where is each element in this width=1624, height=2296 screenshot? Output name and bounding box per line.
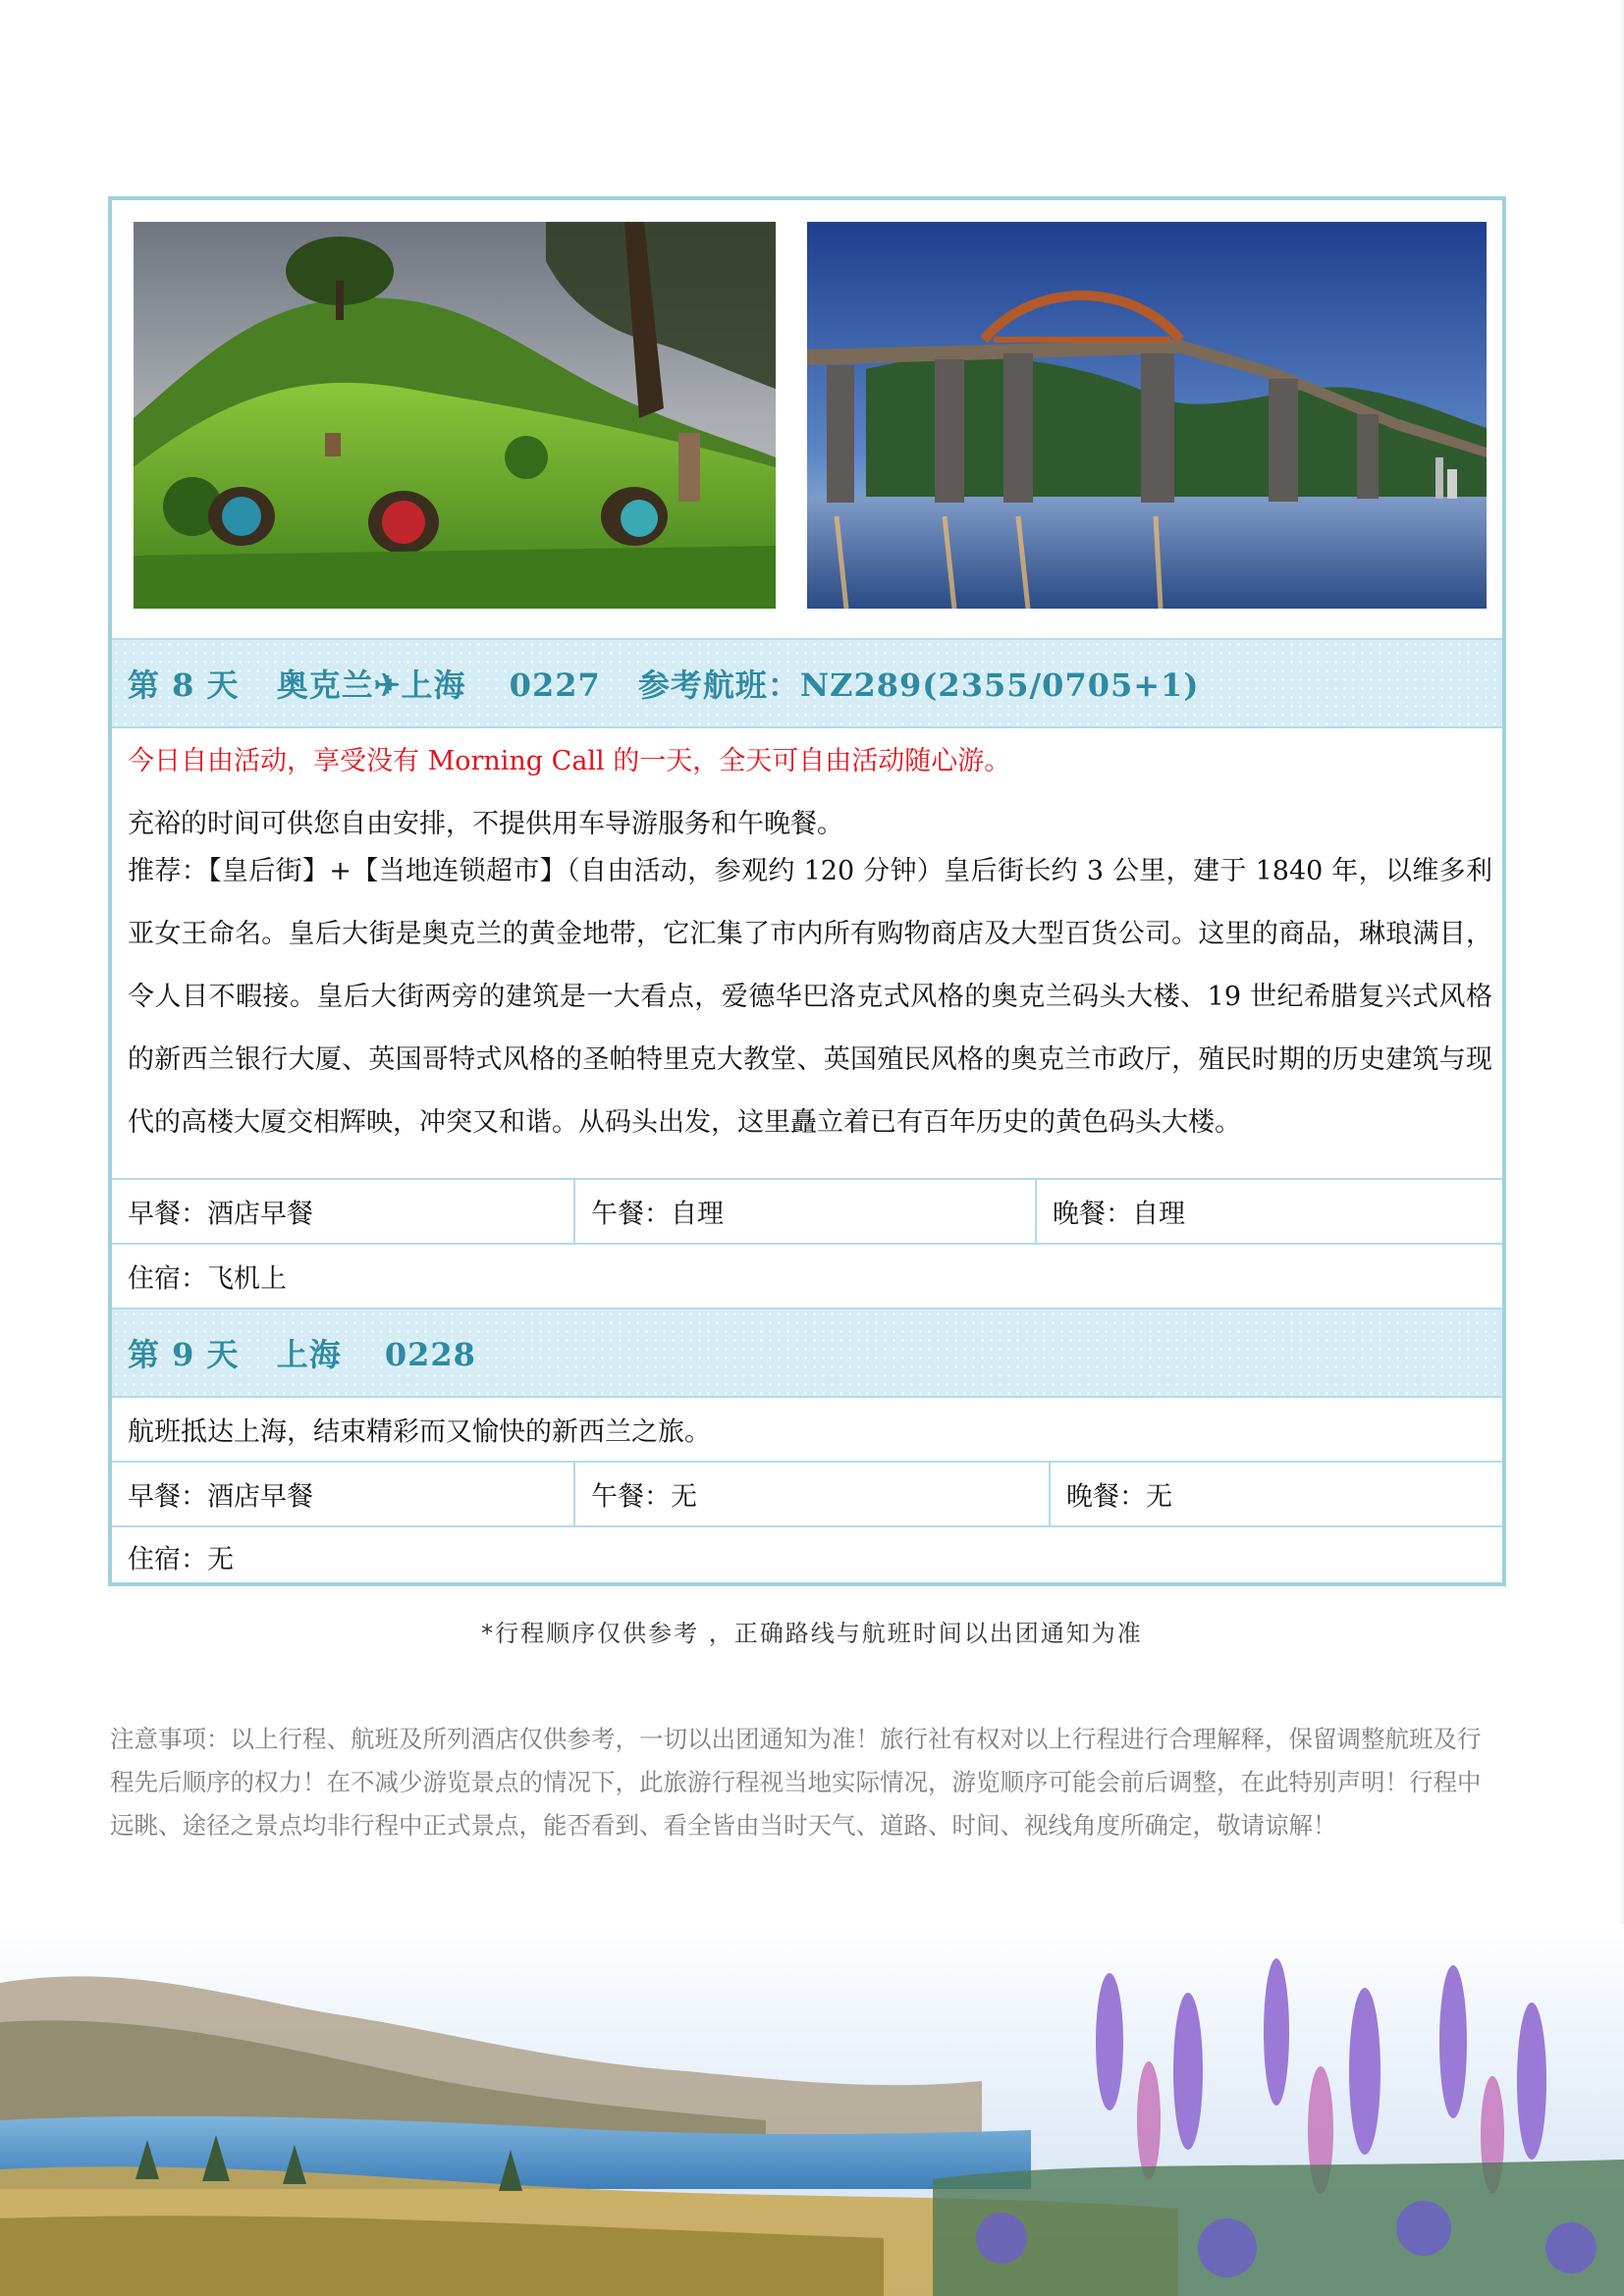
day8-dinner: 晚餐：自理 (1053, 1199, 1185, 1230)
day8-body (112, 726, 1502, 1178)
day9-breakfast-cell (112, 1463, 573, 1525)
day9-header (112, 1308, 1502, 1396)
day8-lodging-row (112, 1243, 1502, 1308)
day9-title (128, 1330, 476, 1375)
day9-lunch-cell (573, 1463, 1049, 1525)
day8-lunch: 午餐：自理 (591, 1199, 724, 1230)
day8-header (112, 638, 1502, 726)
day9-route: 上海 (276, 1336, 342, 1373)
day9-dinner-cell (1049, 1463, 1502, 1525)
day8-lodging: 住宿：飞机上 (128, 1263, 287, 1295)
itinerary-frame (108, 196, 1506, 1586)
day9-lodging: 住宿：无 (128, 1544, 234, 1575)
day9-lunch: 午餐：无 (591, 1481, 697, 1513)
day8-route: 奥克兰✈上海 (276, 667, 466, 704)
day8-recommend: 推荐：【皇后街】+【当地连锁超市】（自由活动，参观约 120 分钟）皇后街长约 3 公里，建于 1840 年，以维多利亚女王命名。皇后大街是奥克兰的黄金地带，它汇集了市内所有购物商店及大型百货公司。这里的商品，琳琅满目，令人目不暇接。皇后大街两旁的建筑是一大看点，爱德华巴洛克式风格的奥克兰码头大楼、19 世纪希腊复兴式风格的新西兰银行大厦、英国哥特式风格的圣帕特里克大教堂、英国殖民风格的奥克兰市政厅，殖民时期的历史建筑与现代的高楼大厦交相辉映，冲突又和谐。从码头出发，这里矗立着已有百年历史的黄色码头大楼。 (128, 856, 1492, 1138)
landscape-banner (0, 1924, 1624, 2296)
day9-body (112, 1396, 1502, 1461)
day8-breakfast-cell (112, 1180, 573, 1243)
harbour-bridge-photo (807, 222, 1487, 609)
day9-date: 0228 (384, 1336, 476, 1373)
day8-highlight: 今日自由活动，享受没有 Morning Call 的一天，全天可自由活动随心游。 (128, 746, 1011, 776)
day8-free-time: 充裕的时间可供您自由安排，不提供用车导游服务和午晚餐。 (128, 809, 843, 839)
day9-breakfast: 早餐：酒店早餐 (128, 1481, 313, 1513)
day9-desc: 航班抵达上海，结束精彩而又愉快的新西兰之旅。 (128, 1416, 711, 1448)
day9-day: 第 9 天 (128, 1336, 240, 1373)
day8-meals (112, 1178, 1502, 1243)
photo-row (112, 200, 1502, 638)
day8-date: 0227 (509, 667, 601, 704)
day8-day: 第 8 天 (128, 667, 240, 704)
day8-flight: 参考航班：NZ289(2355/0705+1) (637, 667, 1200, 704)
day8-lunch-cell (573, 1180, 1035, 1243)
day9-meals (112, 1461, 1502, 1525)
day8-dinner-cell (1035, 1180, 1502, 1243)
day8-title (128, 661, 1199, 706)
day9-lodging-row (112, 1525, 1502, 1586)
day9-dinner: 晚餐：无 (1066, 1481, 1172, 1513)
hobbiton-photo (134, 222, 776, 609)
route-disclaimer: *行程顺序仅供参考 ，正确路线与航班时间以出团通知为准 (481, 1620, 1143, 1647)
day8-breakfast: 早餐：酒店早餐 (128, 1199, 313, 1230)
notice-text: 注意事项：以上行程、航班及所列酒店仅供参考，一切以出团通知为准！旅行社有权对以上行程进行合理解释，保留调整航班及行程先后顺序的权力！在不减少游览景点的情况下，此旅游行程视当地实际情况，游览顺序可能会前后调整，在此特别声明！行程中远眺、途径之景点均非行程中正式景点，能否看到、看全皆由当时天气、道路、时间、视线角度所确定，敬请谅解！ (110, 1725, 1482, 1840)
